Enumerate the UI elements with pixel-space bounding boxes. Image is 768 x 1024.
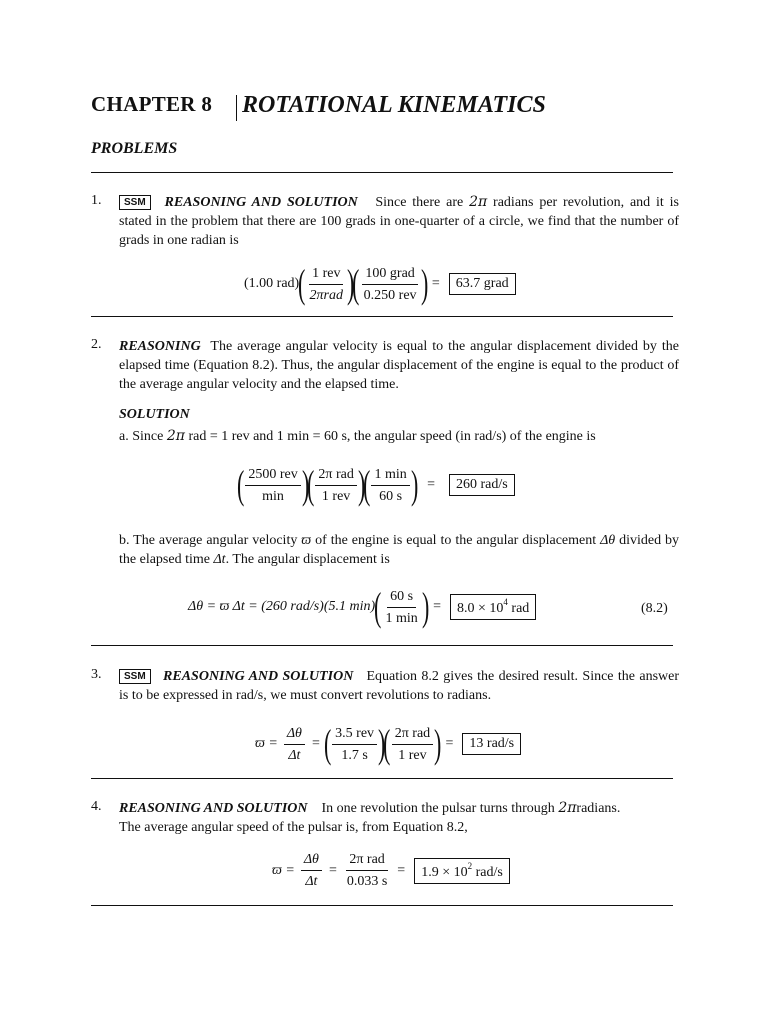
equation-2b: Δθ = ϖ Δt = (260 rad/s)(5.1 min) ( $\frac{60 s}{1 \min}$ ) = $8.0 \times 10^4$ rad — [188, 587, 536, 627]
eq-term: Δθ = ϖ Δt = (260 rad/s)(5.1 min) — [188, 599, 376, 614]
fraction: $\frac{\text{100 grad}}{\text{0.250 rev}}$ — [363, 265, 417, 303]
problem-heading: REASONING AND SOLUTION — [164, 195, 358, 210]
problem-number: 1. — [91, 193, 102, 208]
equation-4: ϖ = $\frac{\Delta\theta}{\Delta t}$ = $\frac{\text{2π rad}}{0.033 s}$ = $1.9 \times 10^2$ rad/s — [272, 851, 510, 890]
answer-box: 13 rad/s — [462, 733, 521, 755]
problem-number: 2. — [91, 337, 102, 352]
divider — [91, 778, 673, 779]
chapter-divider — [236, 95, 237, 121]
problem-2-text — [119, 337, 679, 394]
fraction: $\frac{\text{2π rad}}{0.033 s}$ — [346, 852, 388, 889]
fraction: $\frac{60 s}{1 \min}$ — [385, 588, 418, 626]
divider — [91, 645, 673, 646]
section-heading: PROBLEMS — [91, 140, 178, 157]
problem-3-text — [119, 667, 679, 705]
equation-1: (1.00 rad) ( $\frac{\text{1 rev}}{\text{2πrad}}$ ) ( $\frac{\text{100 grad}}{\text{0.250 rev}}$ ) = 63.7 grad — [244, 264, 516, 304]
problem-number: 4. — [91, 799, 102, 814]
answer-box: 260 rad/s — [449, 474, 515, 496]
fraction: $\frac{\text{2500 rev}}{\min}$ — [245, 466, 300, 505]
divider — [91, 905, 673, 906]
solution-label: SOLUTION — [119, 407, 190, 422]
problem-heading: REASONING — [119, 339, 201, 354]
fraction: $\frac{\text{2π rad}}{\text{1 rev}}$ — [315, 466, 356, 505]
equation-3: ϖ = $\frac{\Delta\theta}{\Delta t}$ = ( $\frac{\text{3.5 rev}}{1.7 s}$ ) ( $\frac{\text{2π rad}}{\text{1 rev}}$ ) = 13 rad/s — [255, 724, 521, 764]
answer-box: 63.7 grad — [449, 273, 516, 295]
part-a-text: a. Since 2π rad = 1 rev and 1 min = 60 s, the angular speed (in rad/s) of the engine is — [119, 428, 596, 444]
math-run: 2π — [469, 194, 488, 210]
fraction: $\frac{\text{2π rad}}{\text{1 rev}}$ — [392, 725, 433, 764]
divider — [91, 172, 673, 173]
answer-box: $1.9 \times 10^2$ rad/s — [414, 858, 510, 884]
text-run: radians per revolution, and it is stated in the problem that there are 100 grads in one-quarter of a circle, we find that the number of grads in one radian is — [119, 195, 680, 248]
ssm-badge: SSM — [119, 195, 151, 210]
equation-2a: ( $\frac{\text{2500 rev}}{\min}$ ) ( $\frac{\text{2π rad}}{\text{1 rev}}$ ) ( $\frac{1 \min}{60 s}$ ) = 260 rad/s — [238, 465, 515, 505]
text-run: The average angular velocity is equal to the angular displacement divided by the elapsed time (Equation 8.2). Thus, the angular displacement of the engine is equal to the product of the average angular velocity and the elapsed time. — [119, 339, 680, 392]
problem-heading: REASONING AND SOLUTION — [119, 801, 308, 816]
text-run: Equation 8.2 gives the desired result. Since the answer is to be expressed in rad/s, we must convert revolutions to radians. — [119, 669, 680, 703]
equation-number: (8.2) — [641, 601, 668, 616]
fraction: $\frac{\Delta\theta}{\Delta t}$ — [301, 851, 322, 890]
divider — [91, 316, 673, 317]
answer-box: $8.0 \times 10^4$ rad — [450, 594, 536, 620]
problem-heading: REASONING AND SOLUTION — [163, 669, 354, 684]
fraction: $\frac{1 \min}{60 s}$ — [371, 466, 409, 505]
text-run: Since there are — [375, 195, 464, 210]
problem-1-text — [119, 193, 679, 250]
fraction: $\frac{\text{3.5 rev}}{1.7 s}$ — [332, 725, 377, 764]
fraction: $\frac{\Delta\theta}{\Delta t}$ — [284, 725, 305, 764]
ssm-badge: SSM — [119, 669, 151, 684]
fraction: $\frac{\text{1 rev}}{\text{2πrad}}$ — [309, 265, 343, 303]
chapter-title: ROTATIONAL KINEMATICS — [242, 92, 546, 118]
part-b-text: b. The average angular velocity ϖ of the engine is equal to the angular displacement Δθ divided by the elapsed time Δt. The angular displacement is — [119, 533, 680, 567]
problem-number: 3. — [91, 667, 102, 682]
chapter-label: CHAPTER 8 — [91, 92, 213, 116]
problem-4-text: REASONING AND SOLUTION In one revolution the pulsar turns through 2πradians. The average angular speed of the pulsar is, from Equation 8.2, — [119, 800, 621, 835]
eq-term: (1.00 rad) — [244, 276, 300, 291]
